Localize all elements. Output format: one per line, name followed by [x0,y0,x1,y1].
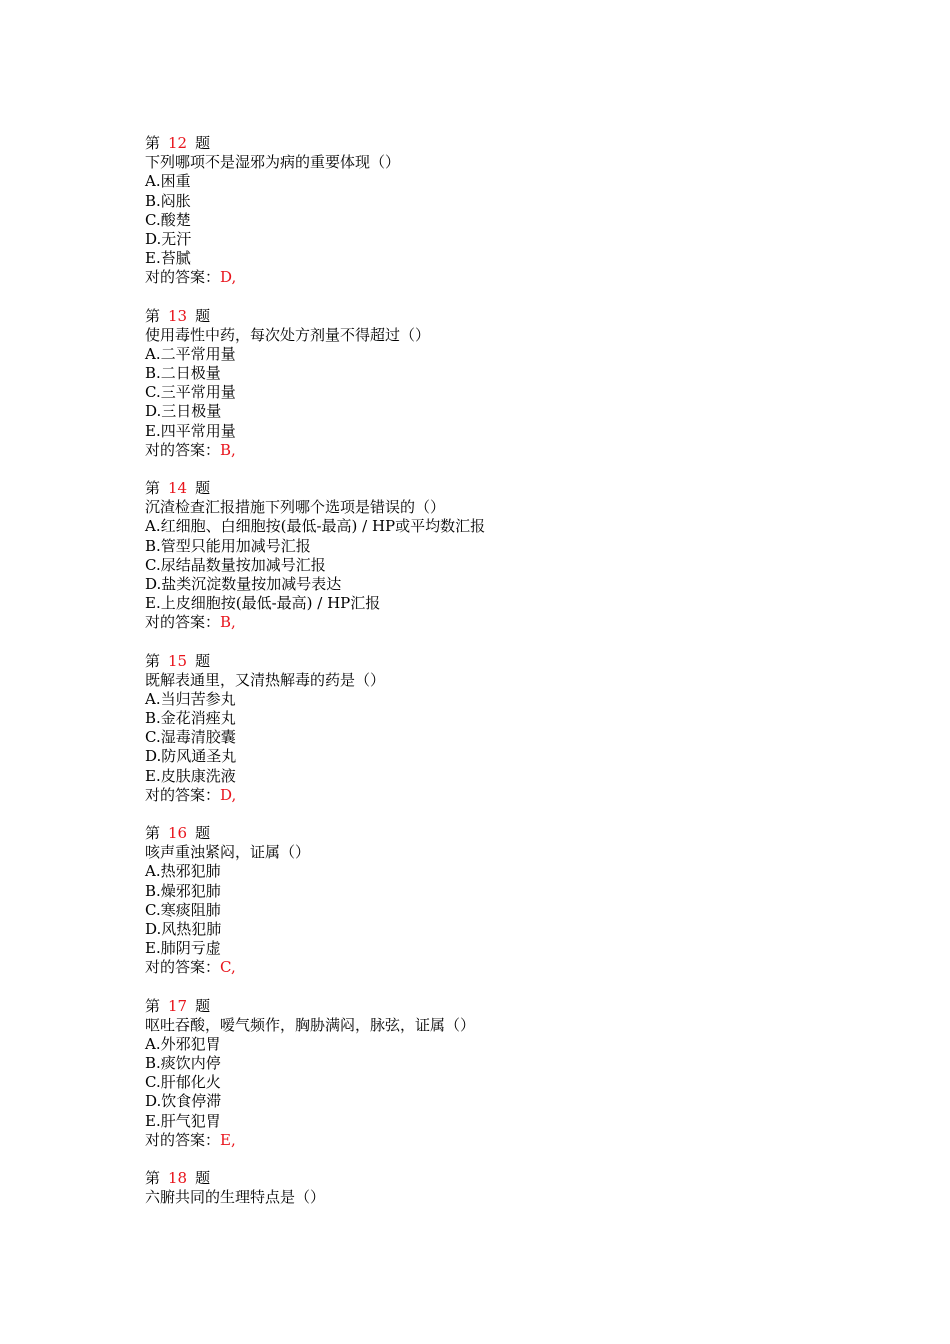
question-prefix: 第 [145,306,161,325]
answer-option: B.闷胀 [145,191,191,210]
answer-option: B.管型只能用加减号汇报 [145,536,311,555]
question-stem: 下列哪项不是湿邪为病的重要体现（） [145,153,401,172]
answer-option: C.寒痰阻肺 [145,900,221,919]
question-header [145,479,845,498]
answer-option: A.热邪犯肺 [145,862,221,881]
question-block [145,997,845,1151]
answer-option: C.湿毒清胶囊 [145,728,236,747]
question-stem: 呕吐吞酸，嗳气频作，胸胁满闷，脉弦，证属（） [145,1015,476,1034]
answer-option: E.四平常用量 [145,421,236,440]
question-prefix: 第 [145,824,161,842]
question-suffix: 题 [195,996,211,1015]
question-number: 15 [168,651,188,670]
answer-option: A.当归苦参丸 [145,689,236,708]
answer-value: E, [220,1130,236,1149]
answer-option: C.尿结晶数量按加减号汇报 [145,555,326,574]
answer-option: E.上皮细胞按(最低-最高) / HP汇报 [145,594,381,613]
answer-option: B.二日极量 [145,364,221,383]
question-prefix: 第 [145,479,161,497]
question-stem: 咳声重浊紧闷，证属（） [145,843,311,862]
answer-option: A.红细胞、白细胞按(最低-最高) / HP或平均数汇报 [145,517,486,536]
answer-value: B, [220,440,236,459]
question-stem: 沉渣检查汇报措施下列哪个选项是错误的（） [145,498,446,517]
answer-label: 对的答案： [145,268,221,287]
answer-label: 对的答案： [145,958,221,977]
answer-value: B, [220,613,236,632]
question-block [145,134,845,288]
question-number: 16 [168,824,188,842]
question-block [145,824,845,978]
question-block [145,652,845,806]
question-header [145,134,845,153]
answer-option: E.肝气犯胃 [145,1111,221,1130]
answer-line [145,1131,845,1150]
question-suffix: 题 [195,651,211,670]
question-suffix: 题 [195,306,211,325]
answer-option: D.无汗 [145,229,192,248]
answer-option: C.三平常用量 [145,383,236,402]
answer-option: D.风热犯肺 [145,919,222,938]
answer-option: B.燥邪犯肺 [145,881,221,900]
exam-page [145,134,845,1226]
question-suffix: 题 [195,824,211,842]
question-prefix: 第 [145,996,161,1015]
question-stem: 六腑共同的生理特点是（） [145,1188,326,1207]
question-block [145,1169,845,1207]
answer-option: E.皮肤康洗液 [145,766,236,785]
question-prefix: 第 [145,1169,161,1187]
question-suffix: 题 [195,1169,211,1187]
question-header [145,307,845,326]
answer-value: D, [220,268,237,287]
answer-line [145,441,845,460]
answer-option: B.金花消痤丸 [145,709,236,728]
answer-line [145,613,845,632]
answer-line [145,786,845,805]
answer-option: A.外邪犯胃 [145,1034,221,1053]
answer-value: D, [220,785,237,804]
answer-line [145,958,845,977]
question-header [145,652,845,671]
question-block [145,479,845,633]
question-header [145,824,845,843]
answer-label: 对的答案： [145,613,221,632]
question-number: 13 [168,306,188,325]
question-prefix: 第 [145,651,161,670]
answer-option: E.肺阴亏虚 [145,939,221,958]
answer-option: D.饮食停滞 [145,1092,222,1111]
answer-option: E.苔腻 [145,249,191,268]
question-suffix: 题 [195,479,211,497]
answer-value: C, [220,958,236,977]
answer-option: C.酸楚 [145,210,191,229]
answer-option: A.二平常用量 [145,344,236,363]
question-number: 18 [168,1169,188,1187]
question-stem: 既解表通里，又清热解毒的药是（） [145,670,386,689]
answer-option: B.痰饮内停 [145,1054,221,1073]
question-number: 12 [168,134,188,152]
answer-line [145,268,845,287]
question-number: 17 [168,996,188,1015]
question-prefix: 第 [145,134,161,152]
question-number: 14 [168,479,188,497]
answer-label: 对的答案： [145,785,221,804]
answer-option: A.困重 [145,172,191,191]
question-header [145,997,845,1016]
answer-option: C.肝郁化火 [145,1073,221,1092]
answer-option: D.盐类沉淀数量按加减号表达 [145,574,342,593]
answer-label: 对的答案： [145,1130,221,1149]
answer-option: D.三日极量 [145,402,222,421]
question-stem: 使用毒性中药，每次处方剂量不得超过（） [145,325,431,344]
answer-option: D.防风通圣丸 [145,747,237,766]
question-list [145,134,845,1207]
answer-label: 对的答案： [145,440,221,459]
question-header [145,1169,845,1188]
question-block [145,307,845,461]
question-suffix: 题 [195,134,211,152]
